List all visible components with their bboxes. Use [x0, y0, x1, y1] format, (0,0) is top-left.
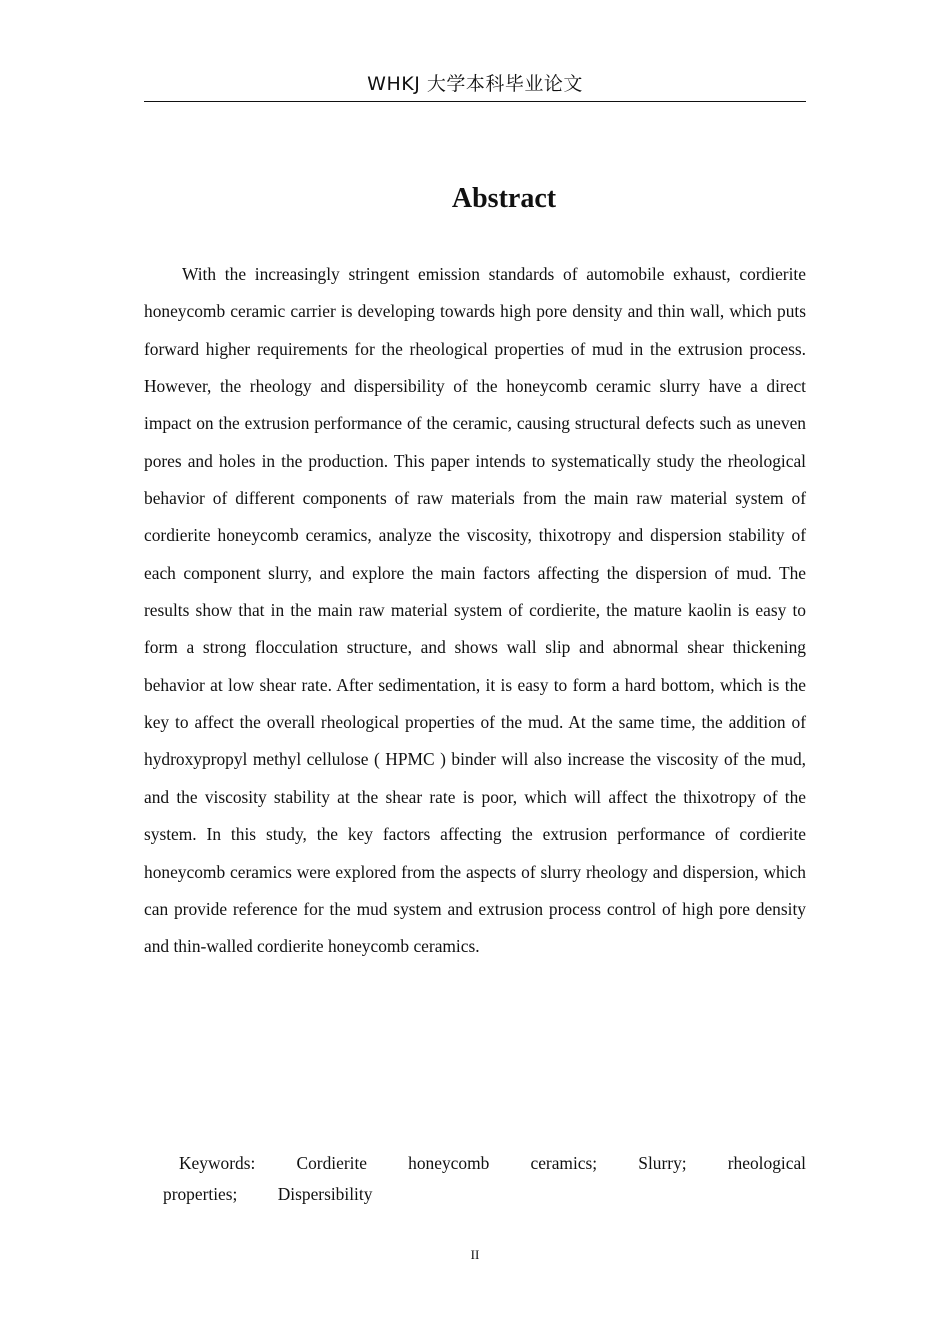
running-header: WHKJ 大学本科毕业论文 — [367, 73, 583, 95]
header-rule — [144, 101, 806, 102]
keywords: Keywords: Cordierite honeycomb ceramics; Slurry; rheological properties; Dispersibility — [163, 1153, 806, 1204]
abstract-title: Abstract — [451, 183, 557, 214]
page-number: II — [470, 1247, 480, 1262]
abstract-body: With the increasingly stringent emission standards of automobile exhaust, cordierite honeycomb ceramic carrier is developing towards high pore density and thin wall, which puts forward higher requirements for the rheological properties of mud in the extrusion process. However, the rheology and dispersibility of the honeycomb ceramic slurry have a direct impact on the extrusion performance of the ceramic, causing structural defects such as uneven pores and holes in the production. This paper intends to systematically study the rheological behavior of different components of raw materials from the main raw material system of cordierite honeycomb ceramics, analyze the viscosity, thixotropy and dispersion stability of each component slurry, and explore the main factors affecting the dispersion of mud. The results show that in the main raw material system of cordierite, the mature kaolin is easy to form a strong flocculation structure, and shows wall slip and abnormal shear thickening behavior at low shear rate. After sedimentation, it is easy to form a hard bottom, which is the key to affect the overall rheological properties of the mud. At the same time, the addition of hydroxypropyl methyl cellulose ( HPMC ) binder will also increase the viscosity of the mud, and the viscosity stability at the shear rate is poor, which will affect the thixotropy of the system. In this study, the key factors affecting the extrusion performance of cordierite honeycomb ceramics were explored from the aspects of slurry rheology and dispersion, which can provide reference for the mud system and extrusion process control of high pore density and thin-walled cordierite honeycomb ceramics. — [144, 264, 806, 957]
